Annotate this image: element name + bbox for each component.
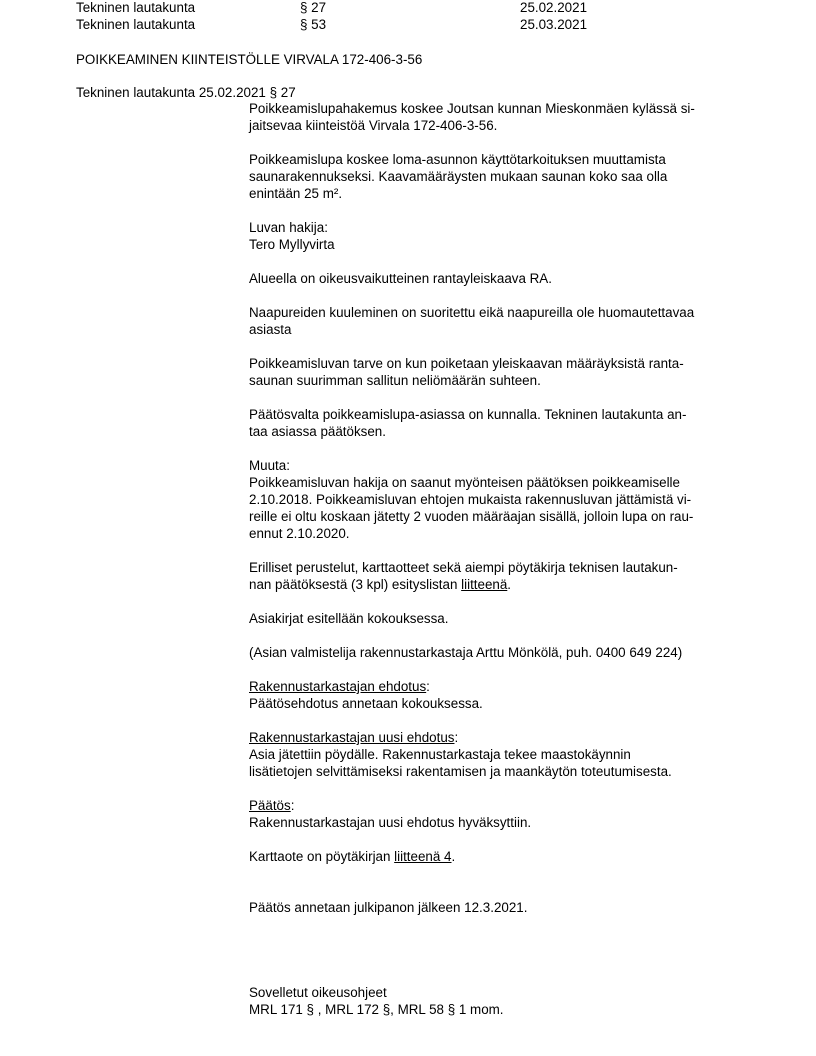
meeting-history-row [76, 16, 776, 33]
documents-paragraph: Asiakirjat esitellään kokouksessa. [249, 611, 449, 626]
decision-heading: Päätös [249, 798, 291, 813]
decision-paragraph: Päätös: Rakennustarkastajan uusi ehdotus hyväksyttiin. [249, 798, 532, 830]
meeting-date: 25.02.2021 [520, 0, 588, 15]
announcement-paragraph: Päätös annetaan julkipanon jälkeen 12.3.2021. [249, 900, 528, 915]
permit-scope-paragraph: Poikkeamislupa koskee loma-asunnon käyttötarkoituksen muuttamista saunarakennukseksi. Kaavamääräysten mukaan saunan koko saa olla enintään 25 m². [249, 152, 668, 201]
legal-label: Sovelletut oikeusohjeet [249, 985, 387, 1000]
authority-paragraph: Päätösvalta poikkeamislupa-asiassa on kunnalla. Tekninen lautakunta an- taa asiassa päätöksen. [249, 407, 687, 439]
application-paragraph: Poikkeamislupahakemus koskee Joutsan kunnan Mieskonmäen kylässä si- jaitsevaa kiinteistöä Virvala 172-406-3-56. [249, 101, 695, 133]
map-paragraph: Karttaote on pöytäkirjan liitteenä 4. [249, 849, 456, 864]
new-proposal-paragraph: Rakennustarkastajan uusi ehdotus: Asia jätettiin pöydälle. Rakennustarkastaja tekee maastokäynnin lisätietojen selvittämiseksi rakentamisen ja maankäytön toteutumisesta. [249, 730, 672, 779]
zoning-paragraph: Alueella on oikeusvaikutteinen rantayleiskaava RA. [249, 271, 552, 286]
meeting-section: § 53 [300, 17, 327, 32]
proposal-heading: Rakennustarkastajan ehdotus [249, 679, 427, 694]
meeting-reference: Tekninen lautakunta 25.02.2021 § 27 [76, 85, 296, 100]
legal-references: MRL 171 § , MRL 172 §, MRL 58 § 1 mom. [249, 1002, 504, 1017]
map-attachment-link[interactable]: liitteenä 4 [394, 849, 452, 864]
other-label: Muuta: [249, 458, 290, 473]
attachments-paragraph: Erilliset perustelut, karttaotteet sekä aiempi pöytäkirja teknisen lautakun- nan päätöksestä (3 kpl) esityslistan liitteenä. [249, 560, 678, 592]
proposal-paragraph: Rakennustarkastajan ehdotus: Päätösehdotus annetaan kokouksessa. [249, 679, 483, 711]
need-paragraph: Poikkeamisluvan tarve on kun poiketaan yleiskaavan määräyksistä ranta- saunan suurimman sallitun neliömäärän suhteen. [249, 356, 684, 388]
attachment-link[interactable]: liitteenä [461, 577, 508, 592]
applicant-paragraph [249, 219, 749, 253]
meeting-section: § 27 [300, 0, 327, 15]
meeting-date: 25.03.2021 [520, 17, 588, 32]
document-body [249, 100, 749, 1035]
meeting-body: Tekninen lautakunta [76, 17, 196, 32]
document-title: POIKKEAMINEN KIINTEISTÖLLE VIRVALA 172-406-3-56 [76, 52, 423, 67]
legal-paragraph [249, 984, 749, 1018]
meeting-body: Tekninen lautakunta [76, 0, 196, 15]
meeting-history-row [76, 0, 776, 16]
applicant-name: Tero Myllyvirta [249, 237, 335, 252]
other-paragraph: Muuta: Poikkeamisluvan hakija on saanut myönteisen päätöksen poikkeamiselle 2.10.2018. Poikkeamisluvan ehtojen mukaista rakennusluvan jättämistä vi- reille ei oltu koskaan jätetty 2 vuoden määräajan sisällä, jolloin lupa on rau- ennut 2.10.2020. [249, 457, 749, 542]
preparer-paragraph: (Asian valmistelija rakennustarkastaja Arttu Mönkölä, puh. 0400 649 224) [249, 645, 683, 660]
applicant-label: Luvan hakija: [249, 220, 328, 235]
neighbours-paragraph: Naapureiden kuuleminen on suoritettu eikä naapureilla ole huomautettavaa asiasta [249, 305, 695, 337]
new-proposal-heading: Rakennustarkastajan uusi ehdotus [249, 730, 455, 745]
